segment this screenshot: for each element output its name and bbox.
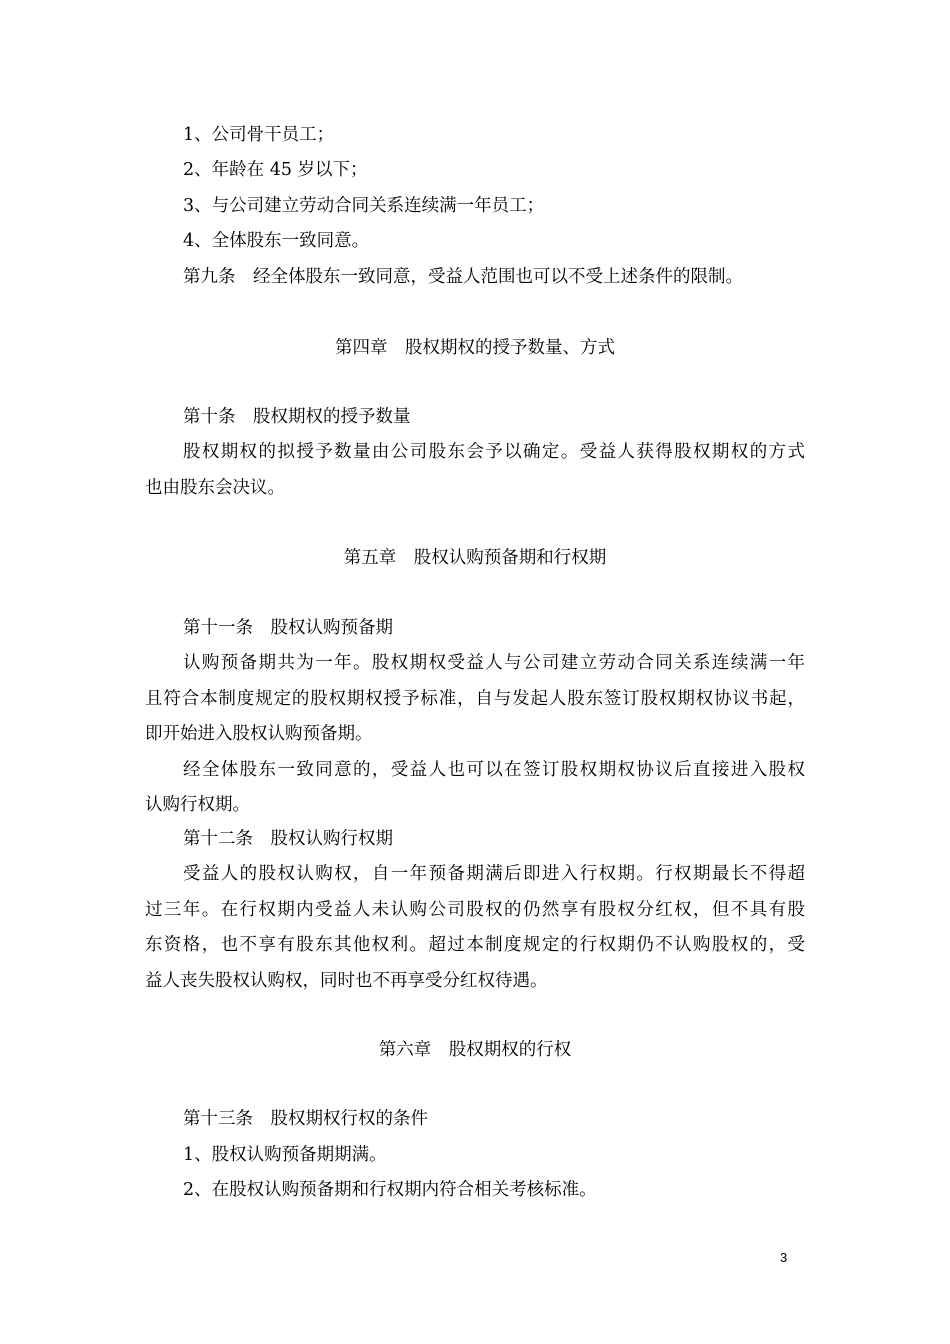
chapter-6-heading: 第六章 股权期权的行权	[378, 1040, 572, 1060]
article-12-text-line-3: 东资格，也不享有股东其他权利。超过本制度规定的行权期仍不认购股权的，受	[145, 935, 805, 955]
article-11-title: 第十一条 股权认购预备期	[183, 618, 393, 638]
article-9: 第九条 经全体股东一致同意，受益人范围也可以不受上述条件的限制。	[183, 267, 743, 287]
article-11-para-1-line-3: 即开始进入股权认购预备期。	[145, 724, 373, 744]
condition-item-1: 1、公司骨干员工；	[183, 125, 335, 145]
article-10-text-line-2: 也由股东会决议。	[145, 478, 285, 498]
condition-item-3: 3、与公司建立劳动合同关系连续满一年员工；	[183, 196, 545, 216]
article-11-para-2-line-1: 经全体股东一致同意的，受益人也可以在签订股权期权协议后直接进入股权	[183, 760, 805, 780]
article-12-title: 第十二条 股权认购行权期	[183, 829, 393, 849]
condition-item-4: 4、全体股东一致同意。	[183, 231, 370, 251]
article-11-para-2-line-2: 认购行权期。	[145, 795, 250, 815]
article-11-para-1-line-1: 认购预备期共为一年。股权期权受益人与公司建立劳动合同关系连续满一年	[183, 653, 805, 673]
article-11-para-1-line-2: 且符合本制度规定的股权期权授予标准，自与发起人股东签订股权期权协议书起，	[145, 689, 805, 709]
article-10-text-line-1: 股权期权的拟授予数量由公司股东会予以确定。受益人获得股权期权的方式	[183, 442, 805, 462]
chapter-4-heading: 第四章 股权期权的授予数量、方式	[335, 338, 615, 358]
article-10-title: 第十条 股权期权的授予数量	[183, 407, 411, 427]
chapter-5-heading: 第五章 股权认购预备期和行权期	[343, 548, 607, 568]
article-12-text-line-2: 过三年。在行权期内受益人未认购公司股权的仍然享有股权分红权，但不具有股	[145, 900, 805, 920]
article-13-item-1: 1、股权认购预备期期满。	[183, 1145, 387, 1165]
condition-item-2: 2、年龄在 45 岁以下；	[183, 160, 368, 180]
article-13-title: 第十三条 股权期权行权的条件	[183, 1109, 428, 1129]
page-number: 3	[780, 1250, 788, 1265]
article-13-item-2: 2、在股权认购预备期和行权期内符合相关考核标准。	[183, 1180, 597, 1200]
article-12-text-line-4: 益人丧失股权认购权，同时也不再享受分红权待遇。	[145, 971, 548, 991]
article-12-text-line-1: 受益人的股权认购权，自一年预备期满后即进入行权期。行权期最长不得超	[183, 864, 805, 884]
